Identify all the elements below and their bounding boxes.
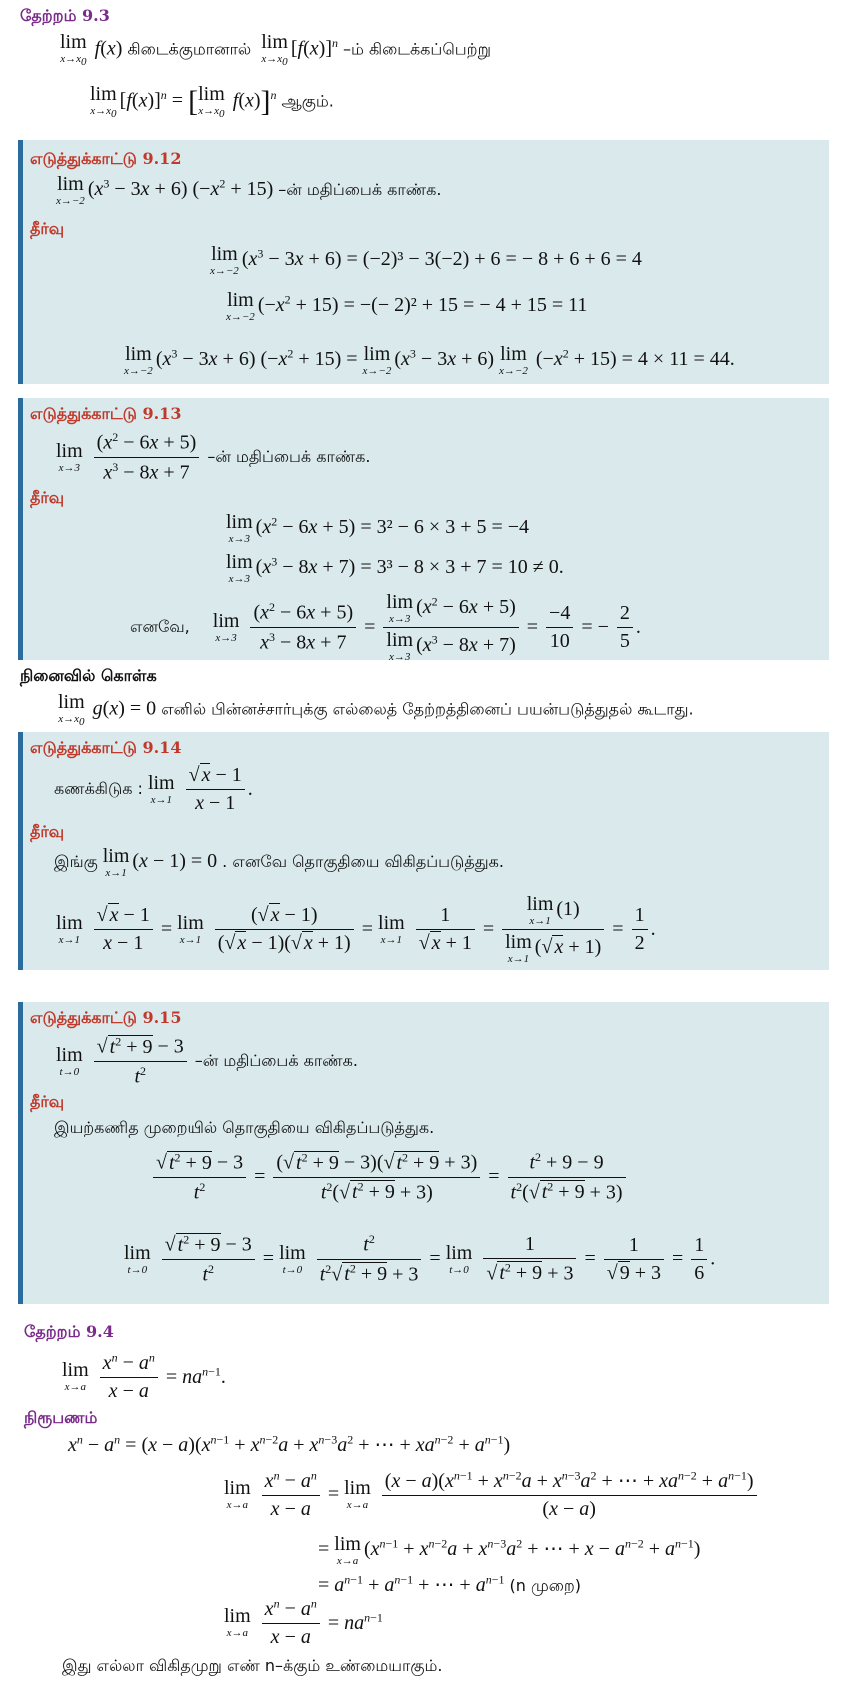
example-9-13-line-2: lim x→3 $(x^3 - 8x + 7) = 3^3 - 8 \times 3 + 7 = 10 \ne 0$. — [226, 551, 564, 585]
example-9-14-solution-label: தீர்வு — [30, 822, 65, 841]
theorem-text-3: ஆகும். — [281, 91, 334, 111]
example-9-12-line-1: lim x→−2 $(x^3 - 3x + 6) = (-2)^3 - 3(-2) + 6$ = − 8 + 6 + 6 = 4 — [210, 243, 642, 277]
example-9-13-line-3: எனவே, lim x→3 $\frac{(x^2 - 6x + 5)}{x^3 - 8x + 7}$ = lim x→3 $(x^2 - 6x + 5)$ lim x→3 $(x^3 - 8x + 7)$ = $\frac{-4}{10}$ = − $\frac{2}{5}$ . — [130, 591, 641, 663]
example-9-15-question: lim t→0 $\frac{√ t^2 + 9 - 3}{t^2}$ –ன் மதிப்பைக் காண்க. — [56, 1034, 358, 1088]
example-9-14-question: கணக்கிடுக : lim x→1 $\frac{√ x - 1}{x - 1}$ . — [54, 764, 253, 814]
question-text: கணக்கிடுக : — [54, 779, 143, 798]
line-3-rhs: = 4 × 11 = 44. — [621, 348, 735, 371]
example-9-12-line-2: lim x→−2 $(-x^2 + 15)$ = −(− 2)² + 15 = − 4 + 15 = 11 — [226, 289, 588, 323]
here-rest: . எனவே தொகுதியை விகிதப்படுத்துக. — [222, 852, 504, 872]
theorem-9-4-identity: $x^n - a^n = (x - a)(x^{n-1} + x^{n-2}a + x^{n-3}a^2$ + ⋯ + $xa^{n-2} + a^{n-1}$) — [68, 1432, 511, 1456]
question-text: –ன் மதிப்பைக் காண்க. — [207, 446, 371, 466]
remember-text: எனில் பின்னச்சார்புக்கு எல்லைத் தேற்றத்தினைப் பயன்படுத்துதல் கூடாது. — [161, 699, 694, 719]
example-9-13-question: lim x→3 $\frac{(x^2 - 6x + 5)}{x^3 - 8x + 7}$ –ன் மதிப்பைக் காண்க. — [56, 430, 371, 484]
line-1-rhs: = 3² − 6 × 3 + 5 = −4 — [360, 516, 530, 539]
question-text: –ன் மதிப்பைக் காண்க. — [194, 1050, 358, 1070]
example-9-13-line-1: lim x→3 $(x^2 - 6x + 5) = 3^2 - 6 \times 3 + 5 = -4$ — [226, 511, 530, 545]
theorem-9-3-formula: lim $x\to x_0$ $[f(x)]^n = [\lim$ $x\to x_0$ f(x)]$^n$ ஆகும். — [90, 83, 334, 121]
example-9-15-work-1: $\frac{√ t^2 + 9 - 3}{t^2}$ = $\frac{(√ t^2 + 9 - 3)(√ t^2 + 9 + 3)}{t^2(√ t^2 + 9 + 3)}$ = $\frac{t^2 + 9 - 9}{t^2(√ t^2 + 9 + 3)}$ — [150, 1150, 629, 1204]
line-2-rhs: = −(− 2)² + 15 = − 4 + 15 = 11 — [343, 294, 588, 317]
remember-title: நினைவில் கொள்க — [20, 666, 157, 685]
remember-statement: lim $x\to x_0$ g(x) = 0 எனில் பின்னச்சார்புக்கு எல்லைத் தேற்றத்தினைப் பயன்படுத்துதல் கூடாது. — [58, 691, 694, 729]
example-9-15-solution-label: தீர்வு — [30, 1092, 65, 1111]
theorem-9-4-step-2: = lim x→a ($x^{n-1} + x^{n-2}a + x^{n-3}a^2$ + ⋯ + $x - a^{n-2} + a^{n-1}$) — [318, 1533, 701, 1567]
theorem-9-4-step-3: = $a^{n-1} + a^{n-1}$ + ⋯ + $a^{n-1}$ (n முறை) — [318, 1572, 581, 1596]
theorem-9-3-statement: lim $x\to x_0$ f(x) கிடைக்குமானால் lim $x\to x_0$ $[f(x)]^n$ –ம் கிடைக்கப்பெற்று — [60, 31, 491, 69]
hence-label: எனவே, — [130, 617, 190, 636]
theorem-9-4-title: தேற்றம் 9.4 — [24, 1322, 114, 1341]
example-9-13-title: எடுத்துக்காட்டு 9.13 — [30, 404, 182, 423]
line-2-rhs: = 3³ − 8 × 3 + 7 = 10 ≠ 0. — [360, 556, 564, 579]
example-9-12-question: lim x→−2 $(x^3 - 3x + 6) (-x^2 + 15)$ –ன் மதிப்பைக் காண்க. — [56, 173, 442, 207]
here-label: இங்கு — [54, 852, 98, 872]
example-9-15-work-2: lim t→0 $\frac{√ t^2 + 9 - 3}{t^2}$ = lim t→0 $\frac{t^2}{t^2√ t^2 + 9 + 3}$ = lim t→0 $\frac{1}{√ t^2 + 9 + 3}$ = $\frac{1}{√ 9 + 3}$ = $\frac{1}{6}$ . — [124, 1232, 716, 1286]
n-times-label: (n முறை) — [509, 1576, 581, 1595]
example-9-15-method-line: இயற்கணித முறையில் தொகுதியை விகிதப்படுத்துக. — [54, 1118, 435, 1137]
theorem-text-1: கிடைக்குமானால் — [127, 39, 252, 59]
theorem-9-4-proof-label: நிரூபணம் — [24, 1408, 98, 1427]
theorem-9-4-statement: lim x→a $\frac{x^n - a^n}{x - a}$ = $na^{n-1}$. — [62, 1350, 226, 1402]
theorem-9-4-conclusion: இது எல்லா விகிதமுறு எண் n–க்கும் உண்மையாகும். — [62, 1656, 443, 1675]
theorem-9-4-step-1: lim x→a $\frac{x^n - a^n}{x - a}$ = lim x→a $\frac{(x - a)(x^{n-1} + x^{n-2}a + x^{n-3}a^2 + \cdots + xa^{n-2} + a^{n-1})}{(x - a)}$ — [224, 1468, 760, 1521]
theorem-9-4-result: lim x→a $\frac{x^n - a^n}{x - a}$ = $na^{n-1}$ — [224, 1596, 383, 1648]
question-text: –ன் மதிப்பைக் காண்க. — [278, 180, 442, 200]
example-9-15-title: எடுத்துக்காட்டு 9.15 — [30, 1008, 182, 1027]
example-9-14-title: எடுத்துக்காட்டு 9.14 — [30, 738, 182, 757]
example-9-12-solution-label: தீர்வு — [30, 219, 65, 238]
example-9-14-work: lim x→1 $\frac{√ x - 1}{x - 1}$ = lim x→1 $\frac{(√ x - 1)}{(√ x - 1)(√ x + 1)}$ = lim x→1 $\frac{1}{√ x + 1}$ = lim x→1 (1) lim x→1 (√ x + 1) = $\frac{1}{2}$ . — [56, 893, 656, 965]
example-9-12-line-3: lim x→−2 $(x^3 - 3x + 6) (-x^2 + 15) = \lim$ x→−2 $(x^3 - 3x + 6)$ lim x→−2 $(-x^2 + 15) = 4 \times 11 = 44$. — [124, 343, 735, 377]
theorem-9-3-title: தேற்றம் 9.3 — [20, 6, 110, 25]
example-9-12-title: எடுத்துக்காட்டு 9.12 — [30, 149, 182, 168]
example-9-14-here-line: இங்கு lim x→1 (x − 1) = 0 . எனவே தொகுதியை விகிதப்படுத்துக. — [54, 845, 504, 879]
line-1-rhs: = (−2)³ − 3(−2) + 6 = − 8 + 6 + 6 = 4 — [346, 248, 642, 271]
example-9-13-solution-label: தீர்வு — [30, 488, 65, 507]
theorem-text-2: –ம் கிடைக்கப்பெற்று — [343, 39, 491, 59]
